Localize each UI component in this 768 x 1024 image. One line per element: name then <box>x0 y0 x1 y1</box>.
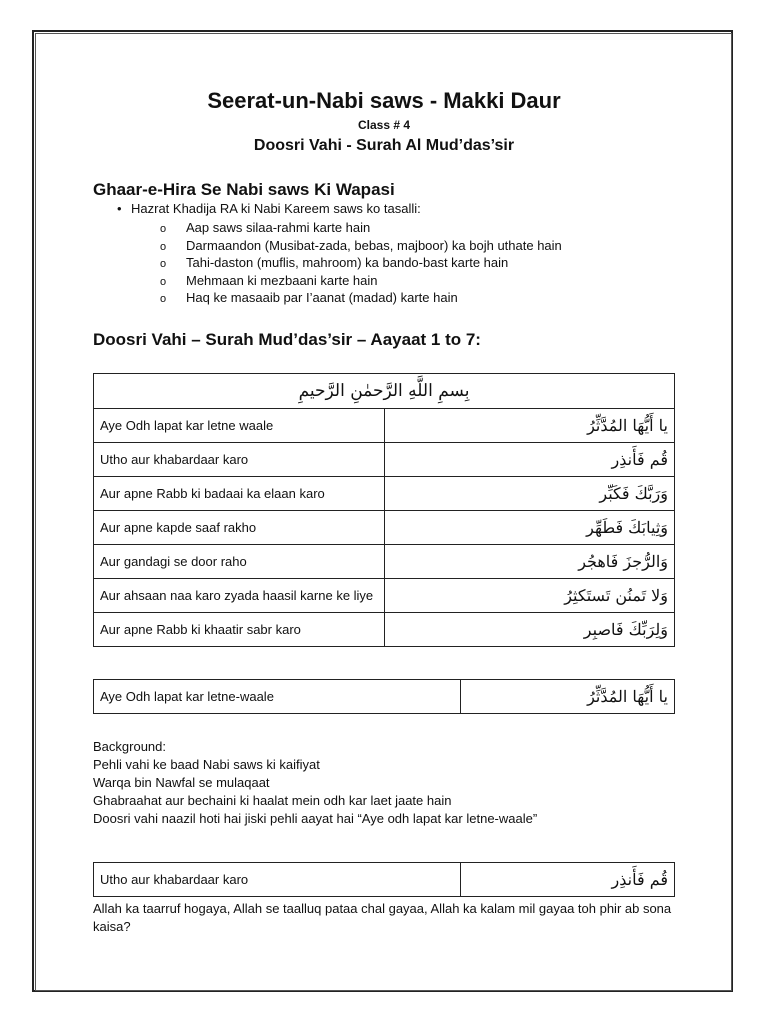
table-row <box>94 613 675 647</box>
arabic-cell: يا أَيُّهَا المُدَّثِّرُ <box>461 680 675 714</box>
section-heading-doosri-vahi: Doosri Vahi – Surah Mud’das’sir – Aayaat 1 to 7: <box>93 330 481 349</box>
english-cell: Utho aur khabardaar karo <box>94 863 461 897</box>
arabic-cell: وَلِرَبِّكَ فَاصبِر <box>384 613 675 647</box>
bullet-icon: • <box>117 201 122 216</box>
english-cell: Aur apne kapde saaf rakho <box>94 511 385 545</box>
circle-bullet-icon: o <box>160 293 167 306</box>
arabic-cell: يا أَيُّهَا المُدَّثِّرُ <box>384 409 675 443</box>
section-heading-ghaar-e-hira: Ghaar-e-Hira Se Nabi saws Ki Wapasi <box>93 180 395 199</box>
arabic-cell: وَثِيابَكَ فَطَهِّر <box>384 511 675 545</box>
circle-bullet-icon: o <box>160 240 167 253</box>
closing-note: Allah ka taarruf hogaya, Allah se taalluq pataa chal gayaa, Allah ka kalam mil gayaa toh phir ab sona kaisa? <box>93 901 672 934</box>
table-row <box>94 477 675 511</box>
page-subtitle: Doosri Vahi - Surah Al Mud’das’sir <box>253 137 515 154</box>
bismillah-cell: بِسمِ اللَّهِ الرَّحمٰنِ الرَّحيمِ <box>94 374 675 409</box>
list-item: o Mehmaan ki mezbaani karte hain <box>160 272 562 290</box>
background-line: Doosri vahi naazil hoti hai jiski pehli aayat hai “Aye odh lapat kar letne-waale” <box>93 811 538 826</box>
arabic-cell: وَلا تَمنُن تَستَكثِرُ <box>384 579 675 613</box>
background-heading: Background: <box>93 739 166 754</box>
verse-2-table <box>93 862 675 897</box>
english-cell: Aur apne Rabb ki badaai ka elaan karo <box>94 477 385 511</box>
arabic-cell: وَالرُّجزَ فَاهجُر <box>384 545 675 579</box>
circle-bullet-icon: o <box>160 258 167 271</box>
english-cell: Aye Odh lapat kar letne-waale <box>94 680 461 714</box>
bullet-item <box>117 201 421 216</box>
background-notes <box>93 738 537 828</box>
page-title: Seerat-un-Nabi saws - Makki Daur <box>207 88 561 113</box>
table-row <box>94 443 675 477</box>
list-item: o Aap saws silaa-rahmi karte hain <box>160 219 562 237</box>
arabic-cell: قُم فَأَنذِر <box>461 863 675 897</box>
list-item: o Tahi-daston (muflis, mahroom) ka bando-bast karte hain <box>160 254 562 272</box>
sub-bullet-list <box>160 219 562 307</box>
english-cell: Aur ahsaan naa karo zyada haasil karne ke liye <box>94 579 385 613</box>
list-item: o Darmaandon (Musibat-zada, bebas, majboor) ka bojh uthate hain <box>160 237 562 255</box>
circle-bullet-icon: o <box>160 223 167 235</box>
background-line: Warqa bin Nawfal se mulaqaat <box>93 775 270 790</box>
table-row <box>94 511 675 545</box>
class-number: Class # 4 <box>357 118 411 132</box>
table-row <box>94 579 675 613</box>
bullet-text: Hazrat Khadija RA ki Nabi Kareem saws ko tasalli: <box>131 201 421 216</box>
arabic-cell: وَرَبَّكَ فَكَبِّر <box>384 477 675 511</box>
english-cell: Utho aur khabardaar karo <box>94 443 385 477</box>
verse-1-table <box>93 679 675 714</box>
table-row <box>94 863 675 897</box>
background-line: Ghabraahat aur bechaini ki haalat mein odh kar laet jaate hain <box>93 793 452 808</box>
background-line: Pehli vahi ke baad Nabi saws ki kaifiyat <box>93 757 320 772</box>
circle-bullet-icon: o <box>160 275 167 288</box>
table-row <box>94 680 675 714</box>
table-row <box>94 409 675 443</box>
english-cell: Aur gandagi se door raho <box>94 545 385 579</box>
arabic-cell: قُم فَأَنذِر <box>384 443 675 477</box>
list-item: o Haq ke masaaib par I’aanat (madad) karte hain <box>160 289 562 307</box>
english-cell: Aye Odh lapat kar letne waale <box>94 409 385 443</box>
table-row <box>94 545 675 579</box>
english-cell: Aur apne Rabb ki khaatir sabr karo <box>94 613 385 647</box>
bismillah-row <box>94 374 675 409</box>
ayat-table <box>93 373 675 647</box>
